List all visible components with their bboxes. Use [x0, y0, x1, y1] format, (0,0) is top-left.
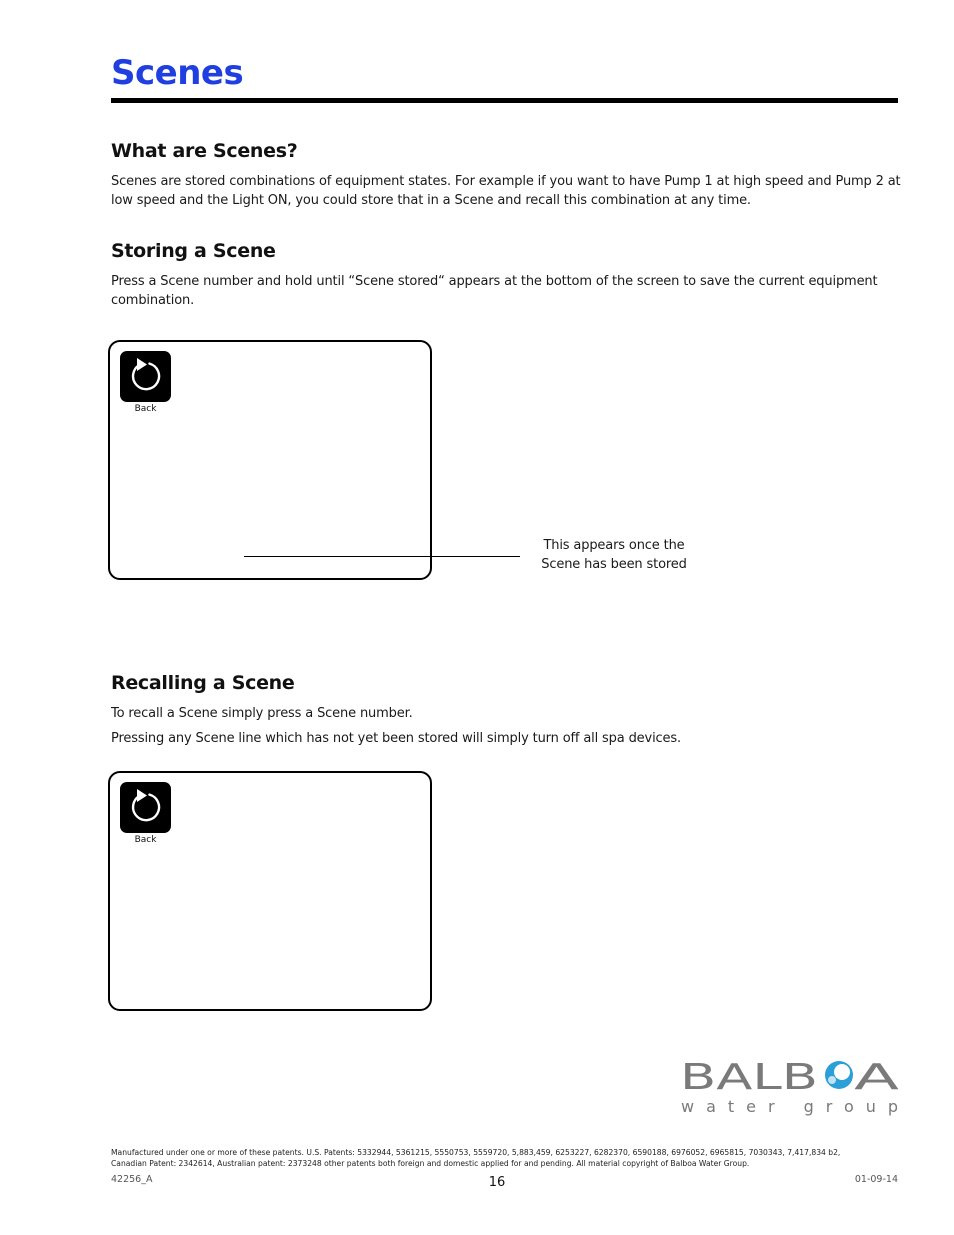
back-label: Back: [134, 404, 157, 414]
page-title: Scenes: [111, 53, 244, 93]
screen-illustration-recalling: [108, 771, 432, 1011]
document-date: 01-09-14: [854, 1174, 898, 1185]
section-heading-storing-a-scene: Storing a Scene: [111, 240, 276, 262]
patent-notice: [111, 1147, 901, 1169]
logo-water-drop-icon: [825, 1061, 853, 1089]
balboa-logo: [680, 1056, 900, 1116]
callout-line-1: This appears once the: [543, 538, 685, 553]
title-divider: [111, 98, 898, 103]
logo-name-right: A: [854, 1057, 900, 1098]
back-arrow-icon: [120, 782, 171, 833]
back-label: Back: [134, 835, 157, 845]
screen-illustration-storing: [108, 340, 432, 580]
callout-text: [534, 536, 694, 574]
logo-name-left: BALB: [680, 1057, 818, 1098]
callout-line-2: Scene has been stored: [541, 557, 687, 572]
section-heading-recalling-a-scene: Recalling a Scene: [111, 672, 295, 694]
patent-line-2: Canadian Patent: 2342614, Australian patent: 2373248 other patents both foreign and domestic applied for and pending. All material copyright of Balboa Water Group.: [111, 1159, 750, 1168]
back-button[interactable]: [120, 351, 171, 402]
patent-line-1: Manufactured under one or more of these patents. U.S. Patents: 5332944, 5361215, 5550753, 5559720, 5,883,459, 6253227, 6282370, 6590188, 6976052, 6965815, 7030343, 7,417,834 b2,: [111, 1148, 841, 1157]
recalling-a-scene-text-2: Pressing any Scene line which has not yet been stored will simply turn off all spa devices.: [111, 731, 681, 746]
what-are-scenes-text: Scenes are stored combinations of equipment states. For example if you want to have Pump 1 at high speed and Pump 2 at low speed and the Light ON, you could store that in a Scene and recall this combination at any time.: [111, 174, 901, 208]
back-arrow-icon: [120, 351, 171, 402]
document-number: 42256_A: [111, 1174, 153, 1185]
page-number: 16: [488, 1175, 506, 1190]
recalling-a-scene-text-1: To recall a Scene simply press a Scene number.: [111, 706, 413, 721]
back-button[interactable]: [120, 782, 171, 833]
callout-line: [244, 556, 520, 557]
logo-tagline: water group: [681, 1097, 898, 1116]
section-heading-what-are-scenes: What are Scenes?: [111, 140, 298, 162]
storing-a-scene-text: Press a Scene number and hold until “Scene stored“ appears at the bottom of the screen to save the current equipment combination.: [111, 274, 878, 308]
